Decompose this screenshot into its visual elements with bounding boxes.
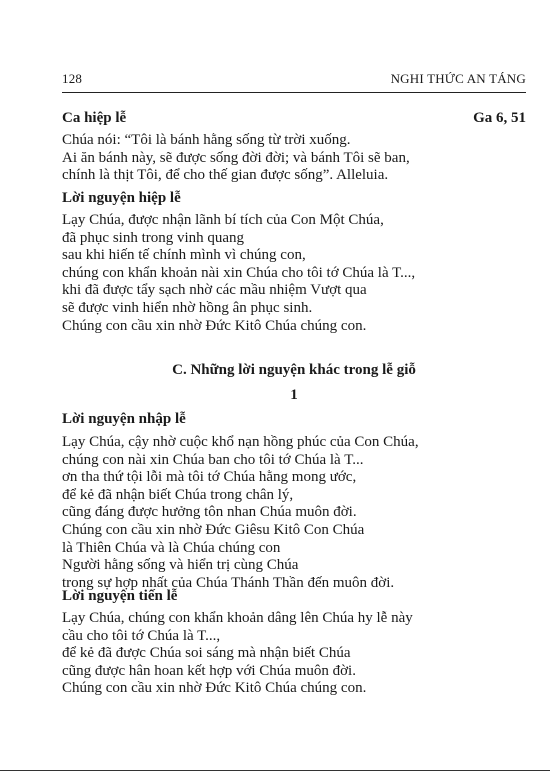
- bottom-rule: [0, 770, 550, 771]
- loi-nguyen-hiep-le-heading-row: [62, 189, 526, 207]
- header-rule: [62, 92, 526, 93]
- text-line: sẽ được vinh hiển nhờ hồng ân phục sinh.: [62, 299, 313, 316]
- text-line: Lạy Chúa, cậy nhờ cuộc khổ nạn hồng phúc của Con Chúa,: [62, 434, 419, 450]
- section-c-title: C. Những lời nguyện khác trong lễ giỗ: [172, 362, 416, 378]
- text-line: khi đã được tẩy sạch nhờ các mầu nhiệm Vượt qua: [62, 282, 367, 299]
- scripture-reference: Ga 6, 51: [473, 110, 526, 126]
- loi-nguyen-nhap-le-heading: Lời nguyện nhập lễ: [62, 411, 186, 427]
- text-line: ơn tha thứ tội lỗi mà tôi tớ Chúa hằng mong ước,: [62, 469, 357, 486]
- ca-hiep-le-heading: Ca hiệp lễ: [62, 110, 127, 126]
- loi-nguyen-nhap-le-heading-row: [62, 410, 526, 428]
- text-line: để kẻ đã được Chúa soi sáng mà nhận biết Chúa: [62, 645, 351, 662]
- text-line: cũng được hân hoan kết hợp với Chúa muôn đời.: [62, 662, 356, 679]
- text-line: Chúa nói: “Tôi là bánh hằng sống từ trời xuống.: [62, 132, 351, 148]
- text-line: chúng con nài xin Chúa ban cho tôi tớ Chúa là T...: [62, 451, 364, 468]
- loi-nguyen-tien-le-heading: Lời nguyện tiến lễ: [62, 588, 178, 604]
- text-line: cũng đáng được hưởng tôn nhan Chúa muôn đời.: [62, 504, 357, 521]
- text-line: là Thiên Chúa và là Chúa chúng con: [62, 539, 281, 556]
- text-line: chính là thịt Tôi, để cho thế gian được sống”. Alleluia.: [62, 167, 389, 184]
- text-line: trong sự hợp nhất của Chúa Thánh Thần đến muôn đời.: [62, 574, 395, 591]
- ca-hiep-le-text: [62, 132, 526, 185]
- text-line: Chúng con cầu xin nhờ Đức Kitô Chúa chúng con.: [62, 680, 367, 697]
- text-line: cầu cho tôi tớ Chúa là T...,: [62, 627, 221, 644]
- loi-nguyen-nhap-le-text: [62, 434, 526, 592]
- running-title: NGHI THỨC AN TÁNG: [390, 71, 526, 86]
- text-line: Lạy Chúa, chúng con khẩn khoản dâng lên Chúa hy lễ này: [62, 610, 413, 626]
- page-header: [62, 69, 526, 91]
- text-line: Ai ăn bánh này, sẽ được sống đời đời; và bánh Tôi sẽ ban,: [62, 149, 410, 166]
- text-line: Chúng con cầu xin nhờ Đức Kitô Chúa chúng con.: [62, 317, 367, 334]
- text-line: đã phục sinh trong vinh quang: [62, 229, 245, 246]
- text-line: sau khi hiến tế chính mình vì chúng con,: [62, 247, 306, 264]
- loi-nguyen-hiep-le-text: [62, 212, 526, 335]
- page-number: 128: [62, 71, 83, 86]
- loi-nguyen-tien-le-text: [62, 610, 526, 698]
- section-number: 1: [290, 387, 298, 403]
- text-line: Chúng con cầu xin nhờ Đức Giêsu Kitô Con Chúa: [62, 521, 365, 538]
- text-line: chúng con khẩn khoản nài xin Chúa cho tôi tớ Chúa là T...,: [62, 264, 416, 281]
- text-line: Lạy Chúa, được nhận lãnh bí tích của Con Một Chúa,: [62, 212, 384, 228]
- loi-nguyen-hiep-le-heading: Lời nguyện hiệp lễ: [62, 190, 181, 206]
- loi-nguyen-tien-le-heading-row: [62, 587, 526, 605]
- text-line: để kẻ đã nhận biết Chúa trong chân lý,: [62, 486, 294, 503]
- ca-hiep-le-heading-row: [62, 109, 526, 127]
- text-line: Người hằng sống và hiển trị cùng Chúa: [62, 557, 299, 574]
